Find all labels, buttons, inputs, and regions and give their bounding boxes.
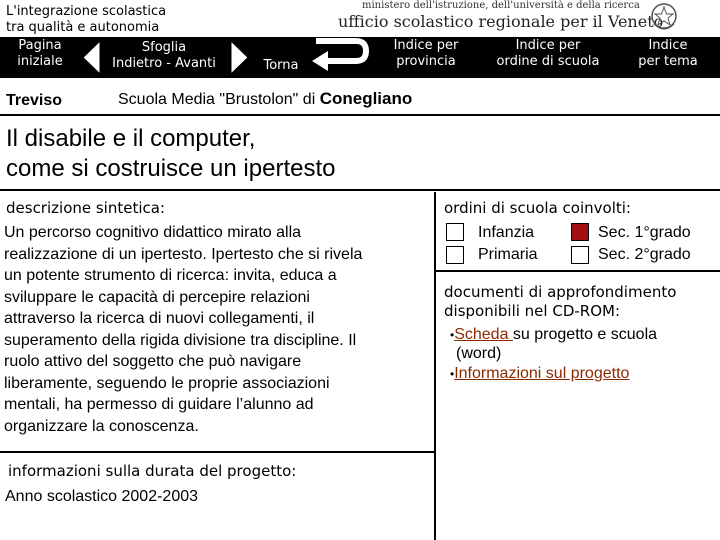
description-line: liberamente, seguendo le proprie associazioni [4, 374, 330, 392]
duration-value: Anno scolastico 2002-2003 [5, 488, 199, 505]
ministry-name: ministero dell'istruzione, dell'università e della ricerca [362, 0, 640, 11]
school-name [118, 89, 412, 109]
description-text [4, 222, 429, 437]
description-line: sviluppare le capacità di percepire relazioni [4, 288, 310, 306]
column-divider [434, 192, 436, 540]
index-by-topic-link[interactable]: Indice per tema [638, 38, 698, 69]
divider [0, 114, 720, 116]
description-line: organizzare la conoscenza. [4, 417, 199, 435]
checkbox-infanzia [446, 223, 464, 241]
checkbox-sec-1-grado [571, 223, 589, 241]
arrow-left-icon[interactable] [80, 39, 102, 76]
divider [0, 189, 720, 191]
checkbox-sec-2-grado [571, 246, 589, 264]
documents-label [444, 283, 676, 321]
documents-label-line-1: documenti di approfondimento [444, 283, 677, 301]
school-order-label: Primaria [478, 246, 538, 263]
document-item [450, 365, 629, 383]
project-info-link[interactable]: Informazioni sul progetto [454, 365, 630, 382]
duration-label: informazioni sulla durata del progetto: [8, 462, 297, 480]
navbar [0, 37, 720, 78]
divider [434, 270, 720, 272]
divider [0, 451, 434, 453]
bullet-icon: • [450, 367, 455, 381]
site-brand [6, 4, 166, 36]
school-order-label: Sec. 1°grado [598, 224, 691, 241]
checkbox-primaria [446, 246, 464, 264]
title-line-2: come si costruisce un ipertesto [6, 155, 336, 182]
page-title [6, 124, 335, 184]
province-name: Treviso [6, 92, 63, 109]
school-prefix: Scuola Media "Brustolon" di [118, 91, 320, 108]
location-row [0, 84, 720, 114]
return-arrow-icon[interactable] [306, 37, 370, 77]
description-line: attraverso la ricerca di nuovi collegamenti, il [4, 310, 315, 327]
description-line: superamento della rigida divisione tra discipline. Il [4, 331, 357, 349]
office-name: ufficio scolastico regionale per il Veneto [338, 12, 664, 31]
description-label: descrizione sintetica: [6, 199, 166, 217]
document-item-suffix: (word) [456, 345, 502, 362]
home-link[interactable]: Pagina iniziale [17, 38, 63, 69]
back-link[interactable]: Torna [263, 58, 299, 73]
scheda-link[interactable]: Scheda [454, 326, 513, 343]
header [0, 0, 720, 37]
description-line: Un percorso cognitivo didattico mirato alla [4, 224, 302, 241]
document-item [450, 326, 657, 344]
index-by-school-order-link[interactable]: Indice per ordine di scuola [496, 38, 600, 69]
description-line: ruolo attivo del soggetto che può navigare [4, 353, 302, 370]
school-town: Conegliano [319, 89, 413, 108]
description-line: mentali, ha permesso di guidare l’alunno ad [4, 396, 314, 413]
bullet-icon: • [450, 328, 455, 342]
arrow-right-icon[interactable] [229, 39, 251, 76]
document-item-text: su progetto e scuola [512, 326, 658, 343]
title-line-1: Il disabile e il computer, [6, 125, 256, 152]
brand-line-1: L'integrazione scolastica [6, 4, 167, 19]
browse-link[interactable]: Sfoglia Indietro - Avanti [112, 40, 216, 71]
index-by-province-link[interactable]: Indice per provincia [393, 38, 459, 69]
school-orders-label: ordini di scuola coinvolti: [444, 199, 631, 217]
republic-emblem-icon [650, 2, 678, 32]
school-order-label: Infanzia [478, 224, 535, 241]
description-line: un potente strumento di ricerca: invita, educa a [4, 267, 337, 284]
documents-label-line-2: disponibili nel CD-ROM: [444, 302, 621, 320]
brand-line-2: tra qualità e autonomia [6, 20, 160, 35]
school-order-label: Sec. 2°grado [598, 246, 691, 263]
description-line: realizzazione di un ipertesto. Ipertesto che si rivela [4, 245, 363, 263]
